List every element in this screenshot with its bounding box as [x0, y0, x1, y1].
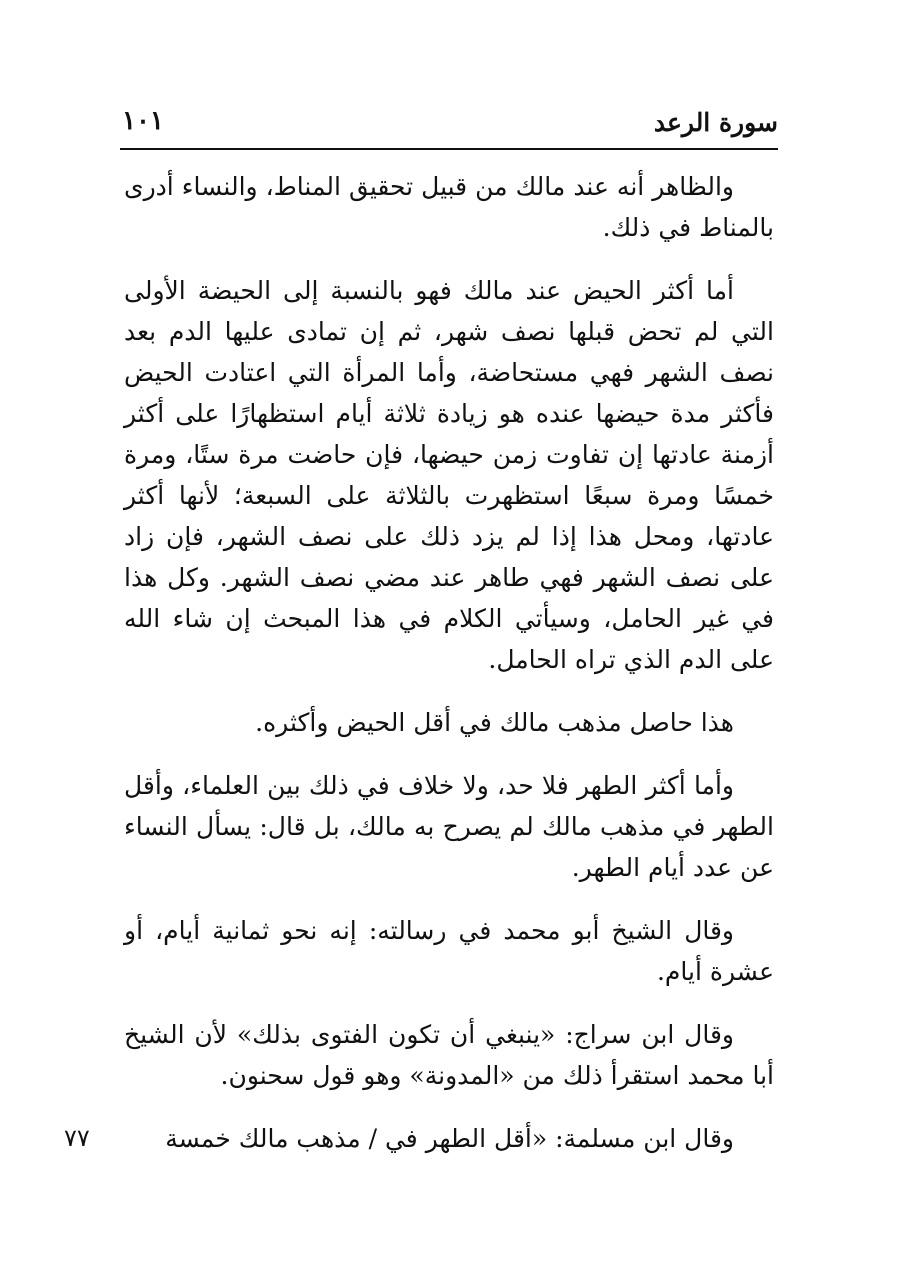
body-text — [124, 166, 774, 1181]
header-divider — [120, 148, 778, 150]
paragraph: وأما أكثر الطهر فلا حد، ولا خلاف في ذلك بين العلماء، وأقل الطهر في مذهب مالك لم يصرح به مالك، بل قال: يسأل النساء عن عدد أيام الطهر. — [124, 771, 774, 882]
running-header — [120, 102, 778, 148]
paragraph: وقال ابن سراج: «ينبغي أن تكون الفتوى بذلك» لأن الشيخ أبا محمد استقرأ ذلك من «المدونة» وهو قول سحنون. — [124, 1020, 774, 1090]
paragraph: هذا حاصل مذهب مالك في أقل الحيض وأكثره. — [255, 708, 734, 737]
paragraph: وقال ابن مسلمة: «أقل الطهر في / مذهب مالك خمسة — [165, 1124, 734, 1153]
manuscript-folio-number: ٧٧ — [64, 1124, 90, 1152]
paragraph: أما أكثر الحيض عند مالك فهو بالنسبة إلى الحيضة الأولى التي لم تحض قبلها نصف شهر، ثم إن تمادى عليها الدم بعد نصف الشهر فهي مستحاضة، وأما المرأة التي اعتادت الحيض فأكثر مدة حيضها عنده هو زيادة ثلاثة أيام استظهارًا على أكثر أزمنة عادتها إن تفاوت زمن حيضها، فإن حاضت مرة ستًا، ومرة خمسًا ومرة سبعًا استظهرت بالثلاثة على السبعة؛ لأنها أكثر عادتها، ومحل هذا إذا لم يزد ذلك على نصف الشهر، فإن زاد على نصف الشهر فهي طاهر عند مضي نصف الشهر. وكل هذا في غير الحامل، وسيأتي الكلام في هذا المبحث إن شاء الله على الدم الذي تراه الحامل. — [124, 276, 774, 674]
paragraph: وقال الشيخ أبو محمد في رسالته: إنه نحو ثمانية أيام، أو عشرة أيام. — [124, 916, 774, 986]
paragraph: والظاهر أنه عند مالك من قبيل تحقيق المناط، والنساء أدرى بالمناط في ذلك. — [124, 172, 774, 242]
page-number: ١٠١ — [122, 106, 164, 136]
chapter-title: سورة الرعد — [653, 108, 778, 137]
